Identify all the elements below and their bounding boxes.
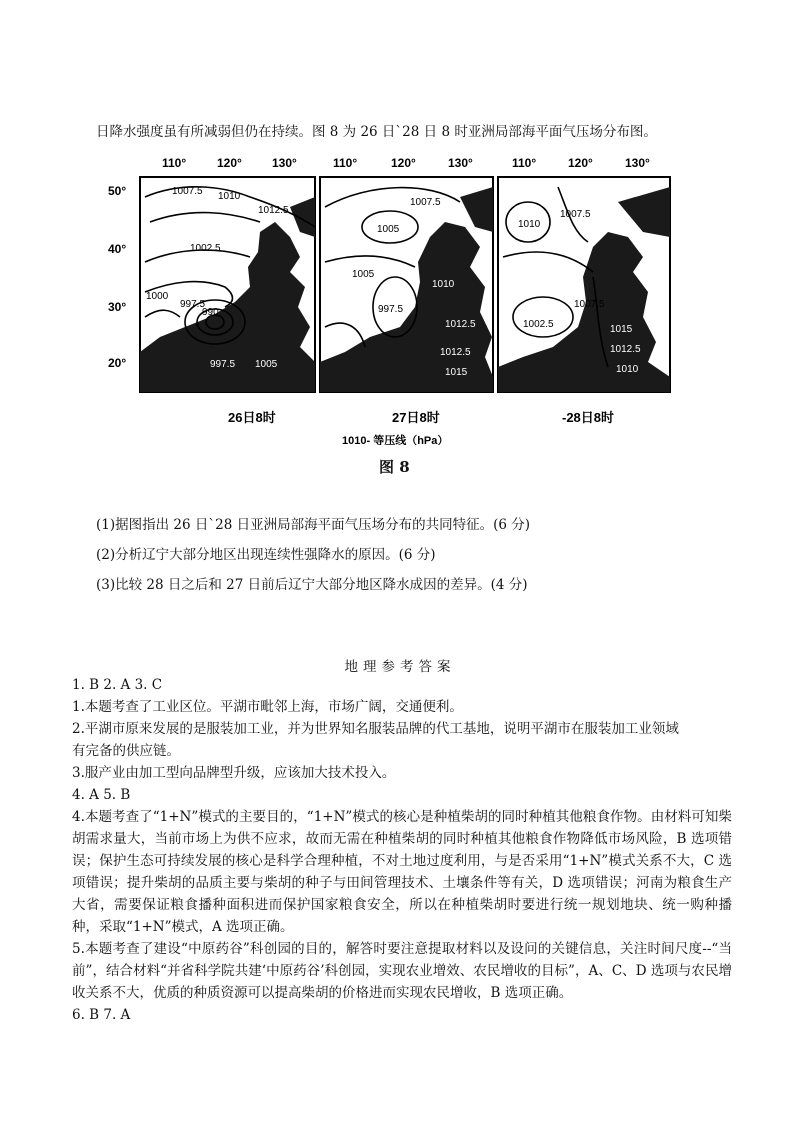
lat-label: 20° xyxy=(108,356,127,370)
intro-line: 日降水强度虽有所减弱但仍在持续。图 8 为 26 日`28 日 8 时亚洲局部海平面气压场分布图。 xyxy=(96,124,657,140)
panel-caption: -28日8时 xyxy=(562,410,615,425)
answer-line: 1.本题考查了工业区位。平湖市毗邻上海，市场广阔，交通便利。 xyxy=(72,699,463,715)
isobar-label: 997.5 xyxy=(378,304,404,315)
lat-label: 40° xyxy=(108,242,127,256)
isobar-label: 990 xyxy=(202,307,219,318)
isobar-label: 1005 xyxy=(255,359,278,370)
isobar-label: 997.5 xyxy=(210,359,236,370)
lon-label: 110° xyxy=(333,156,358,170)
question-3: (3)比较 28 日之后和 27 日前后辽宁大部分地区降水成因的差异。(4 分) xyxy=(96,577,528,593)
isobar-label: 1010 xyxy=(518,219,541,230)
lon-label: 110° xyxy=(162,156,187,170)
lon-label: 130° xyxy=(625,156,650,170)
isobar-label: 1007.5 xyxy=(172,186,203,197)
lon-label: 130° xyxy=(448,156,473,170)
isobar-label: 1015 xyxy=(445,367,468,378)
isobar-label: 1007.5 xyxy=(560,209,591,220)
answer-line: 3.服产业由加工型向品牌型升级，应该加大技术投入。 xyxy=(72,765,396,781)
isobar-label: 1005 xyxy=(377,224,400,235)
answer-line: 2.平湖市原来发展的是服装加工业，并为世界知名服装品牌的代工基地，说明平湖市在服装加工业领域 xyxy=(72,721,679,737)
answer-line: 6. B 7. A xyxy=(72,1007,131,1023)
lat-label: 30° xyxy=(108,300,127,314)
isobar-label: 1010 xyxy=(218,191,241,202)
panel-caption: 27日8时 xyxy=(392,410,440,425)
lon-label: 130° xyxy=(272,156,297,170)
isobar-label: 1012.5 xyxy=(445,319,476,330)
isobar-label: 997.5 xyxy=(180,299,206,310)
lon-label: 120° xyxy=(568,156,593,170)
question-2: (2)分析辽宁大部分地区出现连续性强降水的原因。(6 分) xyxy=(96,547,436,563)
lon-label: 120° xyxy=(217,156,242,170)
panel-caption: 26日8时 xyxy=(228,410,276,425)
isobar-label: 1015 xyxy=(610,324,633,335)
isobar-label: 1012.5 xyxy=(440,347,471,358)
isobar-label: 1012.5 xyxy=(610,344,641,355)
answer-paragraph: 4.本题考查了“1+N”模式的主要目的，“1+N”模式的核心是种植柴胡的同时种植其他粮食作物。由材料可知柴胡需求量大，当前市场上为供不应求，故而无需在种植柴胡的同时种植其他粮食作物降低市场风险，B 选项错误；保护生态可持续发展的核心是科学合理种植，不对土地过度利用，与是否采用“1+N”模式关系不大，C 选项错误；提升柴胡的品质主要与柴胡的种子与田间管理技术、土壤条件等有关，D 选项错误；河南为粮食生产大省，需要保证粮食播种面积进而保护国家粮食安全，所以在种植柴胡时要进行统一规划地块、统一购种播种，采取“1+N”模式，A 选项正确。 xyxy=(72,809,732,935)
isobar-label: 1005 xyxy=(352,269,375,280)
answer-line: 有完备的供应链。 xyxy=(72,743,180,759)
answers-title: 地理参考答案 xyxy=(344,659,456,675)
isobar-label: 1002.5 xyxy=(523,319,554,330)
answer-paragraph: 5.本题考查了建设“中原药谷”科创园的目的，解答时要注意提取材料以及设问的关键信息，关注时间尺度--“当前”，结合材料“并省科学院共建‘中原药谷’科创园，实现农业增效、农民增收的目标”，A、C、D 选项与农民增收关系不大，优质的种质资源可以提高柴胡的价格进而实现农民增收，B 选项正确。 xyxy=(72,941,732,1001)
legend: 1010- 等压线（hPa） xyxy=(342,435,449,445)
pressure-map-figure xyxy=(100,155,700,445)
isobar-label: 1012.5 xyxy=(258,205,289,216)
answer-line: 4. A 5. B xyxy=(72,787,131,803)
map-panel-26 xyxy=(140,177,315,425)
lon-label: 110° xyxy=(512,156,537,170)
map-panel-28 xyxy=(498,177,670,425)
lat-label: 50° xyxy=(108,184,127,198)
isobar-label: 1007.5 xyxy=(410,197,441,208)
lon-label: 120° xyxy=(391,156,416,170)
isobar-label: 1007.5 xyxy=(574,299,605,310)
isobar-label: 1010 xyxy=(616,364,639,375)
question-1: (1)据图指出 26 日`28 日亚洲局部海平面气压场分布的共同特征。(6 分) xyxy=(96,517,531,533)
isobar-label: 1010 xyxy=(432,279,455,290)
answer-line: 1. B 2. A 3. C xyxy=(72,677,163,693)
figure-title: 图 8 xyxy=(379,458,410,476)
map-panel-27 xyxy=(320,177,493,445)
isobar-label: 1002.5 xyxy=(190,243,221,254)
isobar-label: 1000 xyxy=(146,291,169,302)
answers-block xyxy=(72,674,732,1026)
